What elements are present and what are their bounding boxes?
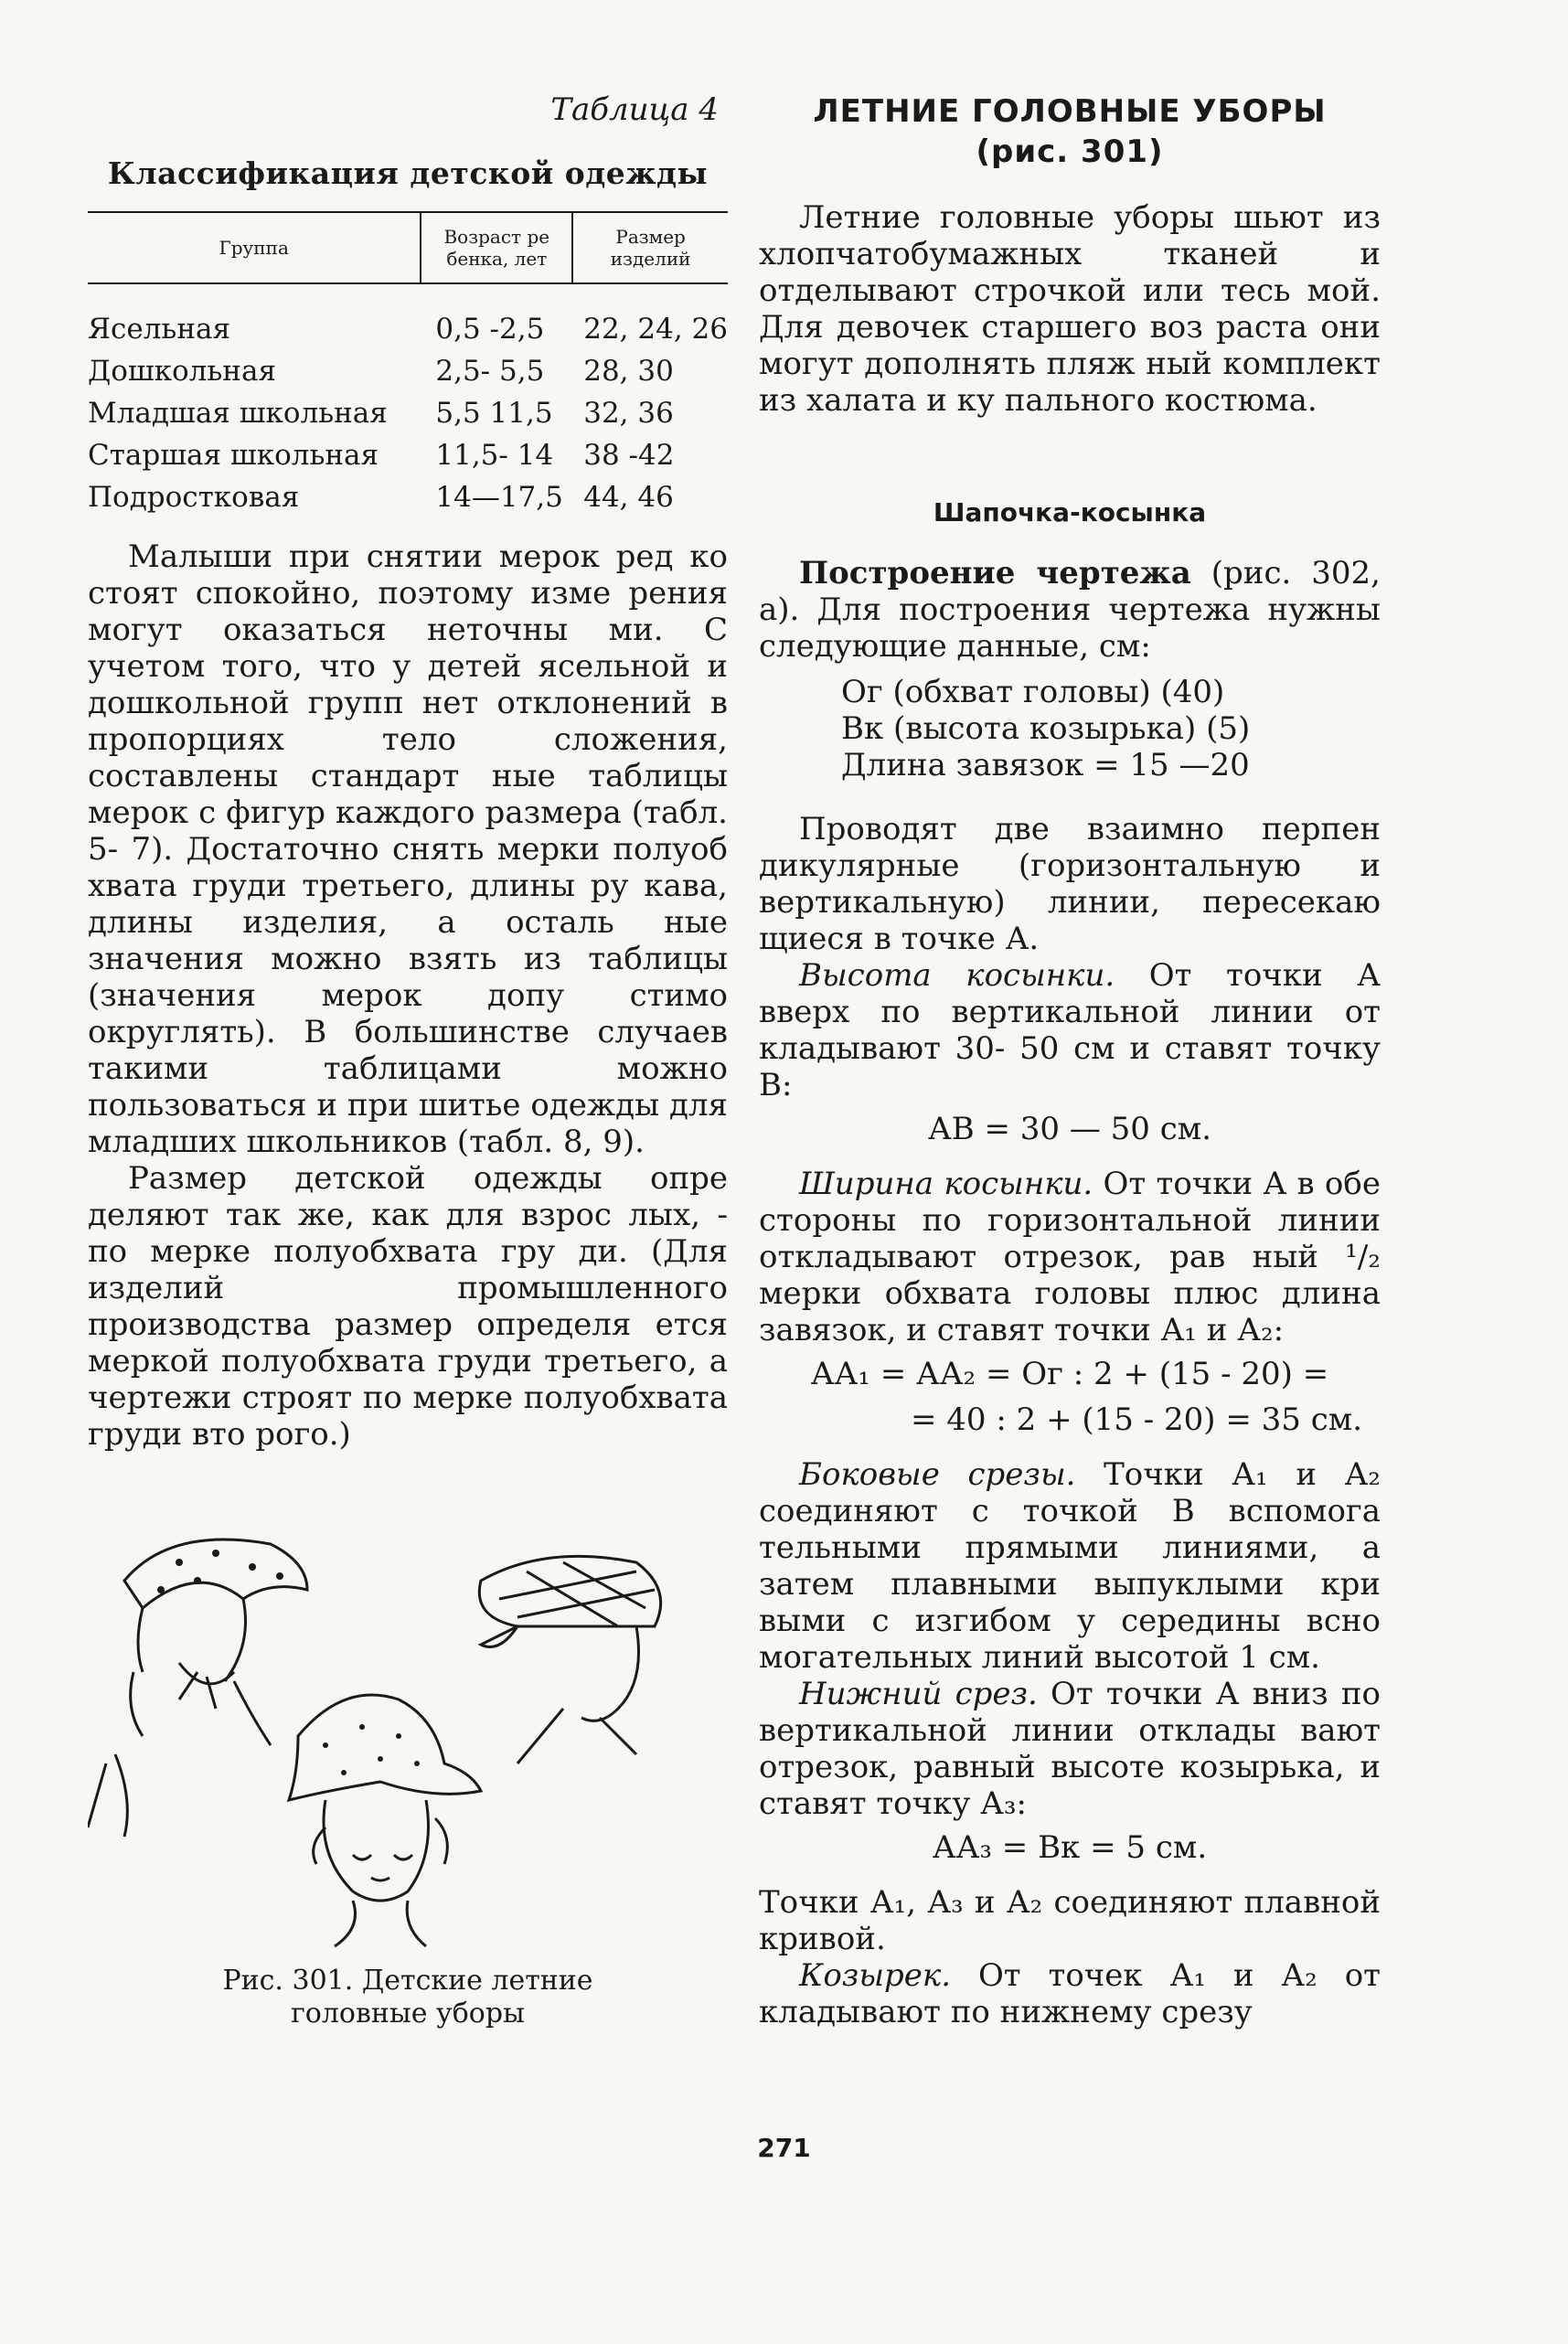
- width-text: От точки А в обе стороны по горизонтальной линии откладывают отрезок, рав ный ¹/₂ мерки обхвата головы плюс длина завязок, и ставят точки А₁ и А₂:: [759, 1166, 1381, 1348]
- paragraph-measurements: Малыши при снятии мерок ред ко стоят спокойно, поэтому изме рения могут оказаться неточны ми. С учетом того, что у детей ясельной и дошкольной групп нет отклонений в пропорциях тело сложения, составлены стандарт ные таблицы мерок с фигур каждого размера (табл. 5- 7). Достаточно снять мерки полуоб хвата груди третьего, длины ру кава, длины изделия, а осталь ные значения можно взять из таблицы (значения мерок допу стимо округлять). В большинстве случаев такими таблицами можно пользоваться и при шитье одежды для младших школьников (табл. 8, 9).: [88, 538, 728, 1160]
- table-row: [88, 350, 728, 392]
- data-line: Длина завязок = 15 —20: [841, 747, 1250, 783]
- construction-paragraph: [759, 555, 1381, 665]
- side-label: Боковые срезы.: [799, 1456, 1076, 1493]
- figure-caption-line2: головные уборы: [291, 1998, 525, 2030]
- table-cell-size: 38 -42: [583, 439, 675, 472]
- table-cell-age: 2,5- 5,5: [435, 355, 545, 388]
- height-paragraph: [759, 957, 1381, 1103]
- table-cell-size: 44, 46: [583, 481, 674, 514]
- table-cell-group: Подростковая: [88, 481, 300, 514]
- subheading: Шапочка-косынка: [933, 497, 1207, 527]
- points-paragraph: Точки А₁, А₃ и А₂ соединяют плавной кривой.: [759, 1884, 1381, 1957]
- intro-paragraph: Летние головные уборы шьют из хлопчатобумажных тканей и отделывают строчкой или тесь мой. Для девочек старшего воз раста они могут дополнять пляж ный комплект из халата и ку пального костюма.: [759, 199, 1381, 419]
- table-cell-group: Старшая школьная: [88, 439, 379, 472]
- table-cell-group: Младшая школьная: [88, 397, 388, 430]
- table-cell-size: 32, 36: [583, 397, 674, 430]
- visor-paragraph: [759, 1957, 1381, 2030]
- left-column: [88, 91, 728, 2030]
- classification-table: [88, 211, 728, 518]
- section-title-line2: (рис. 301): [976, 133, 1164, 170]
- formula-aa3: АА₃ = Вк = 5 см.: [932, 1829, 1208, 1866]
- height-text: От точки А вверх по вертикальной линии от кладывают 30- 50 см и ставят точку В:: [759, 957, 1381, 1103]
- table-cell-size: 28, 30: [583, 355, 674, 388]
- width-paragraph: [759, 1166, 1381, 1348]
- bottom-label: Нижний срез.: [799, 1676, 1038, 1712]
- construction-label: Построение чертежа: [799, 555, 1191, 591]
- table-row: [88, 434, 728, 476]
- section-title-line1: ЛЕТНИЕ ГОЛОВНЫЕ УБОРЫ: [813, 93, 1327, 130]
- header-age: Возраст ре бенка, лет: [421, 212, 572, 283]
- construction-text: (рис. 302, а). Для построения чертежа нужны следующие данные, см:: [759, 555, 1381, 665]
- formula-aa-line1: АА₁ = АА₂ = Ог : 2 + (15 - 20) =: [810, 1356, 1329, 1392]
- side-text: Точки А₁ и А₂ соединяют с точкой В вспомога тельными прямыми линиями, а затем плавными выпуклыми кри выми с изгибом у середины всно могательных линий высотой 1 см.: [759, 1456, 1381, 1676]
- left-body-text: [88, 538, 728, 1453]
- paragraph-sizing: Размер детской одежды опре деляют так же, как для взрос лых, - по мерке полуобхвата гру ди. (Для изделий промышленного производства размер определя ется меркой полуобхвата груди третьего, а чертежи строят по мерке полуобхвата груди вто рого.): [88, 1160, 728, 1453]
- bottom-paragraph: [759, 1676, 1381, 1822]
- figure-caption-line1: Рис. 301. Детские летние: [222, 1965, 593, 1997]
- table-header-row: [88, 212, 728, 283]
- visor-label: Козырек.: [799, 1957, 952, 1994]
- page-number: 271: [757, 2133, 811, 2163]
- figure-caption: [88, 1965, 728, 2030]
- table-cell-age: 11,5- 14: [435, 439, 554, 472]
- table-cell-group: Ясельная: [88, 313, 231, 346]
- lines-paragraph: Проводят две взаимно перпен дикулярные (горизонтальную и вертикальную) линии, пересекаю щиеся в точке А.: [759, 811, 1381, 957]
- right-column: [759, 91, 1381, 2030]
- width-label: Ширина косынки.: [799, 1166, 1093, 1202]
- data-list: [841, 674, 1381, 783]
- visor-text: От точек А₁ и А₂ от кладывают по нижнему срезу: [759, 1957, 1381, 2030]
- table-title: Классификация детской одежды: [107, 155, 709, 191]
- header-size: Размер изделий: [572, 212, 728, 283]
- side-paragraph: [759, 1456, 1381, 1676]
- table-cell-age: 0,5 -2,5: [435, 313, 545, 346]
- table-row: [88, 283, 728, 350]
- hats-illustration: [88, 1526, 728, 1955]
- table-number: Таблица 4: [550, 91, 719, 128]
- table-cell-age: 5,5 11,5: [435, 397, 553, 430]
- table-row: [88, 392, 728, 434]
- table-row: [88, 476, 728, 518]
- bottom-text: От точки А вниз по вертикальной линии отклады вают отрезок, равный высоте козырька, и ставят точку А₃:: [759, 1676, 1381, 1822]
- table-cell-size: 22, 24, 26: [583, 313, 728, 346]
- header-group: Группа: [88, 212, 421, 283]
- formula-ab: АВ = 30 — 50 см.: [927, 1111, 1212, 1147]
- section-title: [759, 91, 1381, 172]
- figure-hats: [88, 1526, 728, 1955]
- right-body-text: [759, 199, 1381, 2030]
- formula-aa-line2: = 40 : 2 + (15 - 20) = 35 см.: [911, 1401, 1362, 1438]
- data-line: Ог (обхват головы) (40): [841, 674, 1225, 710]
- table-cell-group: Дошкольная: [88, 355, 276, 388]
- panama-hat-drawing: [289, 1695, 481, 1800]
- height-label: Высота косынки.: [799, 957, 1115, 994]
- data-line: Вк (высота козырька) (5): [841, 710, 1251, 747]
- table-cell-age: 14—17,5: [435, 481, 563, 514]
